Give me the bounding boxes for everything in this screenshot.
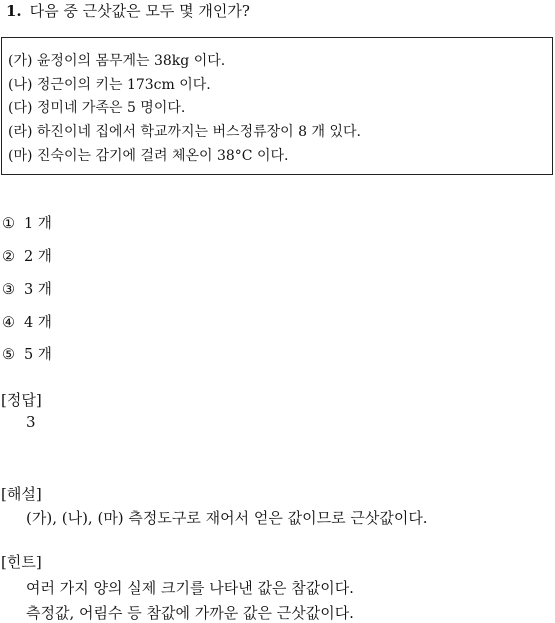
choice-4-text: 4 개 (24, 315, 52, 331)
choice-2-mark: ② (2, 249, 15, 265)
conditions-box (1, 37, 553, 175)
condition-item-da: (다) 정미네 가족은 5 명이다. (8, 100, 186, 116)
hint-label: [힌트] (1, 553, 42, 571)
answer-label: [정답] (1, 391, 42, 409)
question-text: 다음 중 근삿값은 모두 몇 개인가? (29, 2, 250, 20)
choice-1[interactable] (2, 212, 52, 233)
choice-3-text: 3 개 (24, 282, 52, 298)
choice-1-mark: ① (2, 216, 15, 232)
choice-5-text: 5 개 (24, 347, 52, 363)
condition-item-ga: (가) 윤정이의 몸무게는 38kg 이다. (8, 53, 226, 69)
hint-line-2: 측정값, 어림수 등 참값에 가까운 값은 근삿값이다. (26, 604, 354, 622)
choice-5-mark: ⑤ (2, 347, 15, 363)
answer-value: 3 (26, 413, 36, 431)
choice-3[interactable] (2, 278, 52, 299)
choice-4-mark: ④ (2, 315, 15, 331)
condition-item-ma: (마) 진숙이는 감기에 걸려 체온이 38°C 이다. (8, 148, 289, 164)
question-line (6, 0, 250, 21)
choice-5[interactable] (2, 343, 52, 364)
choice-2-text: 2 개 (24, 249, 52, 265)
explanation-label: [해설] (1, 485, 42, 503)
choice-4[interactable] (2, 311, 52, 332)
condition-item-na: (나) 정근이의 키는 173cm 이다. (8, 77, 211, 93)
condition-item-ra: (라) 하진이네 집에서 학교까지는 버스정류장이 8 개 있다. (8, 124, 361, 140)
question-number: 1. (6, 2, 22, 20)
explanation-text: (가), (나), (마) 측정도구로 재어서 얻은 값이므로 근삿값이다. (26, 509, 428, 527)
choice-3-mark: ③ (2, 282, 15, 298)
choice-2[interactable] (2, 245, 52, 266)
choice-1-text: 1 개 (24, 216, 52, 232)
hint-line-1: 여러 가지 양의 실제 크기를 나타낸 값은 참값이다. (26, 579, 354, 597)
